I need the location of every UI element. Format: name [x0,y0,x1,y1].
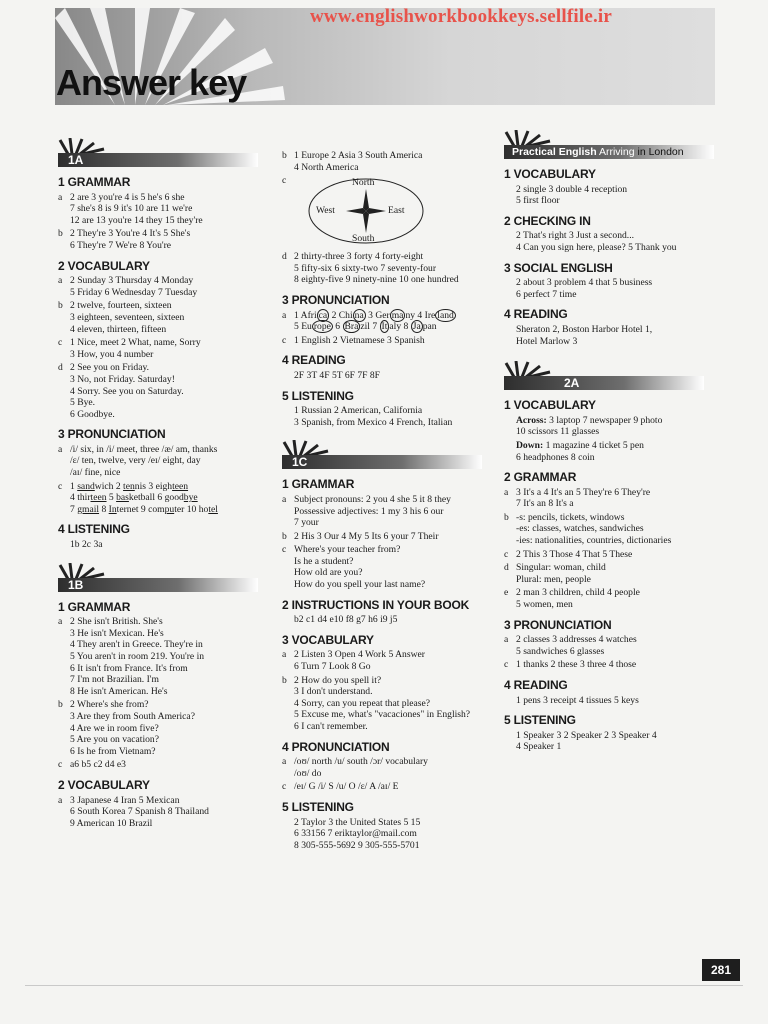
unit-label: 1B [68,577,84,592]
answer-item: d 2 See you on Friday. 3 No, not Friday. Saturday! 4 Sorry. See you on Saturday. 5 Bye. 6 Goodbye. [58,362,184,420]
answer-item: 2 Taylor 3 the United States 5 15 6 33156 7 eriktaylor@mail.com 8 305-555-5692 9 305-555-5701 [294,816,421,851]
unit-banner-1a [58,138,258,168]
site-url-watermark: www.englishworkbookkeys.sellfile.ir [310,6,613,27]
answer-item: Sheraton 2, Boston Harbor Hotel 1, Hotel Marlow 3 [516,323,653,347]
section-heading: 2 GRAMMAR [504,470,577,485]
section-heading: 4 READING [504,307,568,322]
answer-item: c 1 sandwich 2 tennis 3 eighteen 4 thirteen 5 basketball 6 goodbye 7 gmail 8 Internet 9 computer 10 hotel [58,480,218,515]
section-heading: 1 VOCABULARY [504,398,596,413]
compass-west: West [316,205,335,217]
answer-item: Across: 3 laptop 7 newspaper 9 photo 10 scissors 11 glasses [516,414,663,438]
answer-item: 1 Russian 2 American, California 3 Spanish, from Mexico 4 French, Italian [294,405,453,428]
answer-item: b -s: pencils, tickets, windows -es: classes, watches, sandwiches -ies: nationalities, countries, dictionaries [504,511,672,547]
section-heading: 2 CHECKING IN [504,213,591,228]
answer-item: 1 pens 3 receipt 4 tissues 5 keys [516,694,639,706]
section-heading: 5 LISTENING [504,713,576,728]
answer-item: Down: 1 magazine 4 ticket 5 pen 6 headphones 8 coin [516,439,644,463]
section-heading: 2 INSTRUCTIONS IN YOUR BOOK [282,597,470,612]
answer-item: b2 c1 d4 e10 f8 g7 h6 i9 j5 [294,614,398,626]
sunburst-icon [282,440,342,456]
answer-item: c North South East West [282,175,492,249]
section-heading: 3 SOCIAL ENGLISH [504,260,613,275]
answer-item: b 2 His 3 Our 4 My 5 Its 6 your 7 Their [282,530,439,542]
practical-english-label: Practical English Arriving in London [512,146,684,158]
section-heading: 4 PRONUNCIATION [282,739,390,754]
section-heading: 1 GRAMMAR [58,175,131,189]
section-heading: 3 PRONUNCIATION [504,617,612,632]
section-heading: 4 READING [504,678,568,692]
answer-item: a /i/ six, in /i/ meet, three /æ/ am, thanks /ɛ/ ten, twelve, very /eɪ/ eight, day /aɪ/ fine, nice [58,443,218,479]
answer-item: a /oʊ/ north /u/ south /ɔr/ vocabulary /oʊ/ do [282,756,428,779]
answer-item: b 2 Where's she from? 3 Are they from South America? 4 Are we in room five? 5 Are you on vacation? 6 Is he from Vietnam? [58,699,195,757]
answer-item: a 3 Japanese 4 Iran 5 Mexican 6 South Korea 7 Spanish 8 Thailand 9 American 10 Brazil [58,794,209,829]
unit-bar [58,153,258,167]
footer-divider [25,985,743,986]
sunburst-icon [504,130,564,146]
column-left [58,130,263,831]
section-heading: 5 LISTENING [282,799,354,814]
page-title: Answer key [56,62,247,103]
section-heading: 2 VOCABULARY [58,777,150,792]
unit-bar [504,376,704,390]
section-heading: 5 LISTENING [282,388,354,403]
answer-item: c 1 Nice, meet 2 What, name, Sorry 3 How, you 4 number [58,337,201,360]
answer-item: a 2 classes 3 addresses 4 watches 5 sandwiches 6 glasses [504,634,637,657]
answer-item: b 2 How do you spell it? 3 I don't understand. 4 Sorry, can you repeat that please? 5 Excuse me, what's "vacaciones" in English? 6 I can't remember. [282,674,471,732]
unit-label: 1A [68,153,84,167]
answer-item: c 2 This 3 Those 4 That 5 These [504,548,633,560]
unit-bar [282,455,482,469]
column-middle [282,150,492,853]
unit-label: 1C [292,455,308,470]
section-heading: 1 GRAMMAR [58,599,131,614]
answer-item: 2 That's right 3 Just a second... 4 Can you sign here, please? 5 Thank you [516,230,677,253]
unit-label: 2A [564,376,580,391]
section-heading: 1 VOCABULARY [504,167,596,181]
answer-item: b 1 Europe 2 Asia 3 South America 4 North America [282,150,423,173]
answer-item: 2 single 3 double 4 reception 5 first floor [516,183,628,207]
answer-item: 1b 2c 3a [70,539,103,551]
unit-banner-2a [504,361,704,391]
answer-item: c Where's your teacher from? Is he a student? How old are you? How do you spell your last name? [282,544,426,591]
answer-item: c /eɪ/ G /i/ S /u/ O /ɛ/ A /aɪ/ E [282,781,399,793]
answer-item: a 2 She isn't British. She's 3 He isn't Mexican. He's 4 They aren't in Greece. They're in 5 You aren't in room 219. You're in 6 It isn't from France. It's from 7 I'm not Brazilian. I'm 8 He isn't American. He's [58,616,205,697]
answer-item: 1 Speaker 3 2 Speaker 2 3 Speaker 4 4 Speaker 1 [516,729,657,753]
answer-item: d 2 thirty-three 3 forty 4 forty-eight 5 fifty-six 6 sixty-two 7 seventy-four 8 eighty-five 9 ninety-nine 10 one hundred [282,251,459,286]
page-number: 281 [702,959,740,981]
answer-item: 2F 3T 4F 5T 6F 7F 8F [294,369,381,381]
compass-east: East [388,205,405,217]
answer-item: a Subject pronouns: 2 you 4 she 5 it 8 they Possessive adjectives: 1 my 3 his 6 our 7 your [282,493,451,529]
answer-item: c 1 thanks 2 these 3 three 4 those [504,659,637,671]
compass-south: South [352,233,375,245]
compass-north: North [352,177,375,189]
answer-item: c 1 English 2 Vietnamese 3 Spanish [282,334,425,346]
column-right [504,130,719,755]
section-heading: 3 PRONUNCIATION [282,292,390,307]
section-heading: 2 VOCABULARY [58,258,150,273]
answer-item: a 1 Afri ca 2 Chi na 3 Ger ma ny 4 Ire land 5 Eu rope 6 Bra zil 7 It aly 8 Ja pan [282,309,454,333]
unit-banner-1b [58,563,258,593]
answer-item: b 2 They're 3 You're 4 It's 5 She's 6 They're 7 We're 8 You're [58,228,191,251]
answer-item: c a6 b5 c2 d4 e3 [58,759,126,771]
section-heading: 1 GRAMMAR [282,477,355,492]
compass-diagram [306,177,456,245]
answer-item: a 2 Sunday 3 Thursday 4 Monday 5 Friday 6 Wednesday 7 Tuesday [58,275,198,298]
answer-item: a 2 are 3 you're 4 is 5 he's 6 she 7 she's 8 is 9 it's 10 are 11 we're 12 are 13 you're 14 they 15 they're [58,191,203,226]
sunburst-icon [58,138,118,154]
answer-item: a 3 It's a 4 It's an 5 They're 6 They're 7 It's an 8 It's a [504,486,651,510]
answer-item: d Singular: woman, child Plural: men, people [504,562,606,585]
sunburst-icon [504,361,564,377]
answer-item: 2 about 3 problem 4 that 5 business 6 perfect 7 time [516,277,653,300]
unit-banner-1c [282,440,482,470]
answer-item: b 2 twelve, fourteen, sixteen 3 eighteen, seventeen, sixteen 4 eleven, thirteen, fifteen [58,300,185,335]
sunburst-icon [58,563,118,579]
practical-english-banner [504,130,714,160]
section-heading: 3 PRONUNCIATION [58,427,166,442]
answer-item: e 2 man 3 children, child 4 people 5 women, men [504,587,640,611]
unit-bar [58,578,258,592]
section-heading: 4 READING [282,353,346,368]
answer-item: a 2 Listen 3 Open 4 Work 5 Answer 6 Turn 7 Look 8 Go [282,649,425,673]
section-heading: 4 LISTENING [58,522,130,537]
section-heading: 3 VOCABULARY [282,632,374,647]
